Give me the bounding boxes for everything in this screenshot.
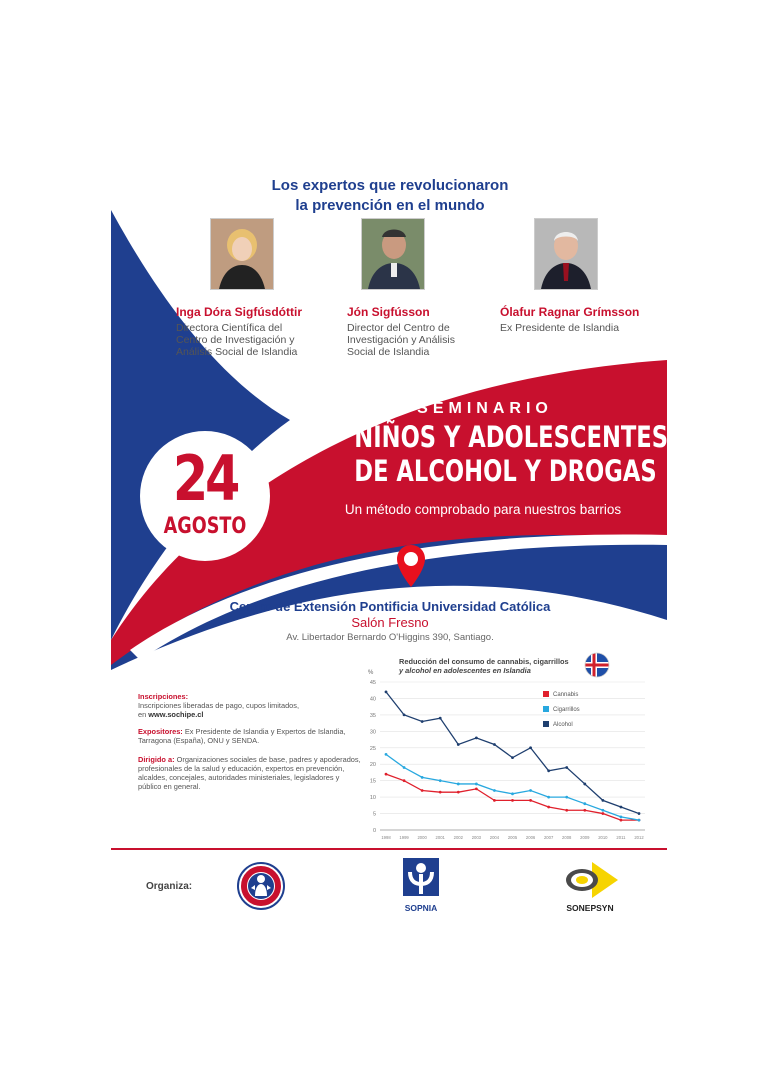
y-tick-label: 0 bbox=[372, 828, 376, 834]
x-tick-label: 2004 bbox=[489, 835, 500, 840]
data-point-alcohol bbox=[457, 743, 460, 746]
data-point-alcohol bbox=[638, 812, 641, 815]
speaker-role-line: Directora Científica del bbox=[176, 322, 283, 334]
headline-line-2: la prevención en el mundo bbox=[295, 197, 485, 214]
data-point-cannabis bbox=[529, 799, 532, 802]
data-point-cannabis bbox=[439, 791, 442, 794]
data-point-alcohol bbox=[601, 799, 604, 802]
x-tick-label: 2002 bbox=[453, 835, 463, 840]
data-point-cigarrillos bbox=[511, 792, 514, 795]
venue-room: Salón Fresno bbox=[351, 615, 429, 630]
speaker-name: Jón Sigfússon bbox=[347, 305, 430, 319]
info-text-prefix: en bbox=[138, 710, 147, 719]
y-tick-label: 15 bbox=[369, 778, 376, 785]
x-tick-label: 1999 bbox=[399, 835, 409, 840]
speaker-role bbox=[347, 322, 455, 358]
info-inscripciones bbox=[138, 692, 363, 719]
legend-swatch-cigarrillos bbox=[543, 706, 549, 712]
data-point-cigarrillos bbox=[385, 753, 388, 756]
data-point-cigarrillos bbox=[493, 789, 496, 792]
data-point-cannabis bbox=[475, 787, 478, 790]
data-point-cannabis bbox=[421, 789, 424, 792]
x-tick-label: 2005 bbox=[507, 835, 518, 840]
data-point-cannabis bbox=[565, 809, 568, 812]
speaker-role-line: Investigación y Análisis bbox=[347, 334, 455, 346]
data-point-cigarrillos bbox=[439, 779, 442, 782]
data-point-alcohol bbox=[547, 769, 550, 772]
data-point-cigarrillos bbox=[421, 776, 424, 779]
x-tick-label: 2006 bbox=[525, 835, 536, 840]
y-tick-label: 25 bbox=[369, 745, 376, 752]
info-expositores bbox=[138, 727, 363, 745]
sopnia-logo bbox=[396, 858, 446, 913]
data-point-cannabis bbox=[547, 806, 550, 809]
seminar-subtitle: Un método comprobado para nuestros barrios bbox=[344, 502, 622, 517]
y-tick-label: 40 bbox=[369, 696, 376, 703]
location-pin-icon bbox=[396, 544, 426, 588]
data-point-cigarrillos bbox=[475, 783, 478, 786]
speaker-role-line: Social de Islandia bbox=[347, 346, 430, 358]
speaker-photo-olafur bbox=[534, 218, 598, 290]
data-point-alcohol bbox=[529, 746, 532, 749]
data-point-alcohol bbox=[385, 690, 388, 693]
date-month: AGOSTO bbox=[163, 514, 247, 539]
data-point-alcohol bbox=[403, 713, 406, 716]
y-tick-label: 45 bbox=[369, 680, 376, 686]
data-point-alcohol bbox=[493, 743, 496, 746]
data-point-cannabis bbox=[493, 799, 496, 802]
data-point-cigarrillos bbox=[403, 766, 406, 769]
data-point-cigarrillos bbox=[638, 819, 641, 822]
seminar-title-line-1: NIÑOS Y ADOLESCENTES LIBRES bbox=[354, 420, 766, 454]
data-point-cannabis bbox=[457, 791, 460, 794]
date-day: 24 bbox=[172, 442, 238, 515]
headline-line-1: Los expertos que revolucionaron bbox=[271, 177, 509, 194]
info-dirigido bbox=[138, 755, 363, 791]
data-point-alcohol bbox=[475, 737, 478, 740]
data-point-cannabis bbox=[583, 809, 586, 812]
info-title: Expositores: bbox=[138, 727, 183, 736]
sonepsyn-logo-text: SONEPSYN bbox=[566, 903, 614, 913]
x-tick-label: 2000 bbox=[417, 835, 427, 840]
speaker-photo-jon bbox=[361, 218, 425, 290]
y-tick-label: 30 bbox=[369, 729, 376, 736]
sopnia-logo-text: SOPNIA bbox=[404, 903, 438, 913]
venue-address: Av. Libertador Bernardo O'Higgins 390, Santiago. bbox=[286, 632, 494, 643]
speaker-role-line: Análisis Social de Islandia bbox=[176, 346, 298, 358]
headline bbox=[0, 176, 780, 216]
x-tick-label: 2008 bbox=[562, 835, 572, 840]
data-point-alcohol bbox=[439, 717, 442, 720]
chart-title-line-2: y alcohol en adolescentes en Islandia bbox=[399, 666, 531, 675]
legend-label-alcohol: Alcohol bbox=[553, 722, 573, 728]
data-point-cannabis bbox=[385, 773, 388, 776]
series-line-alcohol bbox=[386, 692, 639, 814]
data-point-alcohol bbox=[511, 756, 514, 759]
speaker-photo-inga bbox=[210, 218, 274, 290]
data-point-alcohol bbox=[620, 806, 623, 809]
speaker-olafur bbox=[500, 305, 639, 334]
data-point-cigarrillos bbox=[547, 796, 550, 799]
y-tick-label: 35 bbox=[369, 712, 376, 719]
data-point-cigarrillos bbox=[583, 802, 586, 805]
speaker-role bbox=[500, 322, 639, 334]
chart-title-line-1: Reducción del consumo de cannabis, cigarrillos bbox=[399, 657, 569, 666]
data-point-alcohol bbox=[565, 766, 568, 769]
venue-name: Centro de Extensión Pontificia Universidad Católica bbox=[229, 599, 551, 614]
registration-link[interactable]: www.sochipe.cl bbox=[148, 710, 204, 719]
info-text: Inscripciones liberadas de pago, cupos limitados, bbox=[138, 701, 300, 710]
consumption-chart bbox=[360, 660, 650, 848]
x-tick-label: 2010 bbox=[598, 835, 608, 840]
legend-label-cigarrillos: Cigarrillos bbox=[553, 707, 580, 713]
data-point-cigarrillos bbox=[601, 809, 604, 812]
data-point-cigarrillos bbox=[565, 796, 568, 799]
x-tick-label: 2011 bbox=[616, 835, 626, 840]
legend-label-cannabis: Cannabis bbox=[553, 692, 579, 698]
x-tick-label: 2003 bbox=[471, 835, 482, 840]
data-point-alcohol bbox=[583, 783, 586, 786]
data-point-cigarrillos bbox=[529, 789, 532, 792]
seminar-label: SEMINARIO bbox=[417, 400, 553, 417]
speaker-jon bbox=[347, 305, 455, 358]
sopnia-logo-icon bbox=[396, 858, 446, 898]
speaker-role-line: Ex Presidente de Islandia bbox=[500, 322, 620, 334]
seminar-title bbox=[354, 420, 766, 488]
x-tick-label: 1998 bbox=[381, 835, 391, 840]
speaker-name: Inga Dóra Sigfúsdóttir bbox=[176, 305, 302, 319]
sochipe-logo-icon bbox=[237, 862, 285, 910]
y-tick-label: 20 bbox=[369, 762, 376, 769]
data-point-cannabis bbox=[620, 819, 623, 822]
sonepsyn-logo-icon bbox=[552, 860, 628, 898]
data-point-cannabis bbox=[403, 779, 406, 782]
legend-swatch-alcohol bbox=[543, 721, 549, 727]
y-axis-label: % bbox=[368, 670, 374, 676]
legend-swatch-cannabis bbox=[543, 691, 549, 697]
x-tick-label: 2007 bbox=[543, 835, 554, 840]
y-tick-label: 5 bbox=[372, 811, 376, 818]
data-point-cannabis bbox=[511, 799, 514, 802]
speaker-role-line: Centro de Investigación y bbox=[176, 334, 295, 346]
speaker-inga bbox=[176, 305, 302, 358]
footer-divider bbox=[111, 848, 667, 850]
seminar-title-line-2: DE ALCOHOL Y DROGAS bbox=[354, 454, 657, 488]
organiza-label: Organiza: bbox=[146, 881, 193, 892]
info-title: Inscripciones: bbox=[138, 692, 189, 701]
speaker-role-line: Director del Centro de bbox=[347, 322, 450, 334]
info-text bbox=[138, 710, 363, 719]
info-title: Dirigido a: bbox=[138, 755, 175, 764]
x-tick-label: 2012 bbox=[634, 835, 644, 840]
data-point-alcohol bbox=[421, 720, 424, 723]
data-point-cannabis bbox=[601, 812, 604, 815]
data-point-cigarrillos bbox=[620, 815, 623, 818]
speaker-name: Ólafur Ragnar Grímsson bbox=[500, 305, 640, 319]
sonepsyn-logo bbox=[552, 860, 628, 913]
info-text: Organizaciones sociales de base, padres y apoderados, profesionales de la salud y educación, expertos en prevención, alcaldes, concejales, autoridades ministeriales, legisladores y público en general. bbox=[138, 755, 361, 791]
y-tick-label: 10 bbox=[369, 795, 376, 802]
x-tick-label: 2001 bbox=[435, 835, 445, 840]
data-point-cigarrillos bbox=[457, 783, 460, 786]
speaker-role bbox=[176, 322, 302, 358]
x-tick-label: 2009 bbox=[580, 835, 590, 840]
info-text: Ex Presidente de Islandia y Expertos de Islandia, Tarragona (España), ONU y SENDA. bbox=[138, 727, 346, 745]
